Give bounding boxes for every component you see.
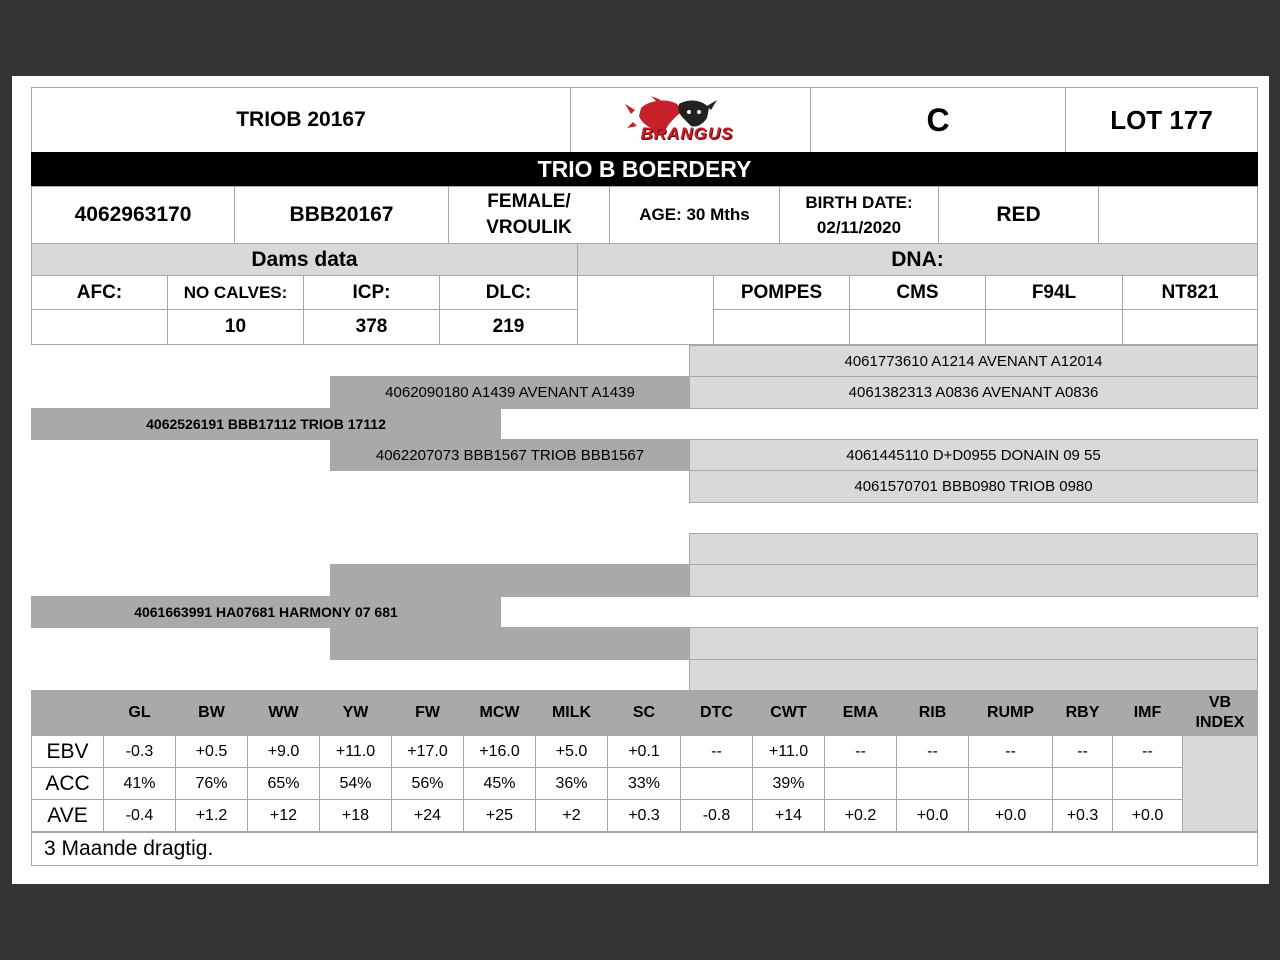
logo-cell	[570, 87, 811, 153]
pedigree-text: 4061773610 A1214 AVENANT A12014	[844, 353, 1103, 370]
dna-title: DNA:	[891, 247, 944, 271]
ebv-col-label: CWT	[770, 704, 807, 721]
dams-col-dlc	[439, 275, 578, 310]
ebv-col-label: DTC	[700, 704, 733, 721]
ebv-value-cell	[1052, 735, 1113, 768]
color-cell	[938, 186, 1099, 244]
ebv-col-header	[824, 690, 897, 736]
ebv-col-header	[463, 690, 536, 736]
ebv-value-cell	[896, 799, 969, 832]
dams-val-afc	[31, 309, 168, 345]
ebv-value-cell	[824, 735, 897, 768]
ebv-value: +0.2	[844, 806, 877, 824]
pedigree-sire-dam-sire	[689, 439, 1258, 471]
ebv-value: 54%	[339, 774, 372, 792]
ebv-index-value	[1182, 735, 1258, 832]
ebv-value: +11.0	[335, 742, 376, 760]
ebv-value: +0.0	[916, 806, 949, 824]
pedigree-text: 4061445110 D+D0955 DONAIN 09 55	[846, 446, 1101, 464]
note: 3 Maande dragtig.	[44, 837, 214, 860]
ebv-value-cell	[680, 799, 753, 832]
ebv-col-header	[247, 690, 320, 736]
breeder-banner	[31, 152, 1258, 186]
ebv-value-cell	[319, 767, 392, 800]
ebv-col-label: GL	[128, 704, 151, 721]
dams-col-calves	[167, 275, 304, 310]
ebv-col-header	[607, 690, 681, 736]
ebv-value-cell	[247, 799, 320, 832]
ebv-col-header	[391, 690, 464, 736]
pedigree-dam-dam-dam	[689, 659, 1258, 691]
ebv-col-header	[1052, 690, 1113, 736]
ebv-index-header	[1182, 690, 1258, 736]
color: RED	[996, 203, 1041, 226]
pedigree-sire-sire-dam	[689, 376, 1258, 409]
ebv-value: +0.3	[628, 806, 660, 824]
dams-val-calves	[167, 309, 304, 345]
dams-col-label: AFC:	[76, 281, 123, 303]
ebv-col-header	[680, 690, 753, 736]
ebv-col-label: MCW	[479, 704, 520, 721]
dna-val-cms	[849, 309, 986, 345]
ebv-value-cell	[175, 767, 248, 800]
ebv-col-label: BW	[198, 704, 225, 721]
ebv-value: 33%	[627, 774, 661, 792]
ebv-value-cell	[391, 767, 464, 800]
ebv-value: +24	[413, 806, 442, 824]
dams-title: Dams data	[251, 247, 358, 271]
ebv-value-cell	[896, 735, 969, 768]
herd-code: BBB20167	[289, 203, 394, 226]
ebv-col-label: MILK	[551, 704, 592, 721]
row-label: ACC	[45, 771, 90, 795]
dna-val-nt821	[1122, 309, 1258, 345]
dams-value: 378	[355, 316, 388, 337]
ebv-value: +16.0	[479, 742, 520, 760]
row-label: AVE	[47, 803, 88, 827]
herd-code-cell	[234, 186, 449, 244]
ebv-row-label	[31, 767, 104, 800]
lot-number: LOT 177	[1110, 104, 1213, 135]
dams-col-label: NO CALVES:	[183, 282, 288, 302]
ebv-col-header	[968, 690, 1053, 736]
ebv-value: +5.0	[555, 742, 588, 760]
ebv-value-cell	[752, 799, 825, 832]
ebv-value-cell	[824, 767, 897, 800]
ebv-value-cell	[896, 767, 969, 800]
pedigree-dam-sire-sire	[689, 533, 1258, 566]
dams-col-afc	[31, 275, 168, 310]
dams-value: 10	[224, 316, 247, 337]
ebv-value-cell	[319, 799, 392, 832]
ebv-col-label: RUMP	[986, 704, 1035, 721]
ebv-value-cell	[391, 799, 464, 832]
ebv-value: +0.5	[195, 742, 228, 760]
ebv-value: -0.8	[702, 806, 731, 824]
dna-col-nt821	[1122, 275, 1258, 310]
brangus-logo-icon	[611, 94, 771, 146]
logo-text: BRANGUS	[640, 124, 734, 143]
ebv-value-cell	[175, 735, 248, 768]
pedigree-text: 4061663991 HA07681 HARMONY 07 681	[134, 604, 398, 620]
dams-val-icp	[303, 309, 440, 345]
dams-col-label: DLC:	[485, 281, 532, 303]
ebv-col-header	[896, 690, 969, 736]
ebv-col-label: RIB	[918, 704, 947, 721]
sex-af: VROULIK	[486, 217, 572, 238]
ebv-value: +0.3	[1066, 806, 1099, 824]
dams-col-label: ICP:	[352, 281, 391, 303]
ebv-value-cell	[1112, 799, 1183, 832]
pedigree-dam	[31, 596, 501, 628]
ebv-value: --	[855, 742, 866, 760]
pedigree-sire-dam	[330, 439, 690, 471]
ebv-value-cell	[752, 767, 825, 800]
ebv-row-label	[31, 799, 104, 832]
ebv-value-cell	[1112, 735, 1183, 768]
dna-col-label: CMS	[896, 281, 939, 303]
pedigree-text: 4062207073 BBB1567 TRIOB BBB1567	[375, 446, 645, 464]
ebv-value: 39%	[772, 774, 805, 792]
dna-col-cms	[849, 275, 986, 310]
ebv-value: --	[711, 742, 722, 760]
ebv-value-cell	[247, 767, 320, 800]
ebv-col-header	[752, 690, 825, 736]
id-number: 4062963170	[74, 203, 192, 226]
dna-col-f94l	[985, 275, 1123, 310]
ebv-value: --	[1077, 742, 1088, 760]
ebv-value-cell	[247, 735, 320, 768]
ebv-value: +1.2	[195, 806, 228, 824]
pedigree-text: 4061382313 A0836 AVENANT A0836	[848, 384, 1099, 401]
pedigree-dam-sire	[330, 564, 690, 597]
grade: C	[926, 101, 950, 138]
pedigree-text: 4061570701 BBB0980 TRIOB 0980	[854, 478, 1093, 495]
ebv-value: 76%	[195, 774, 228, 792]
ebv-value-cell	[607, 799, 681, 832]
ebv-value-cell	[391, 735, 464, 768]
ebv-value-cell	[103, 735, 176, 768]
sex-en: FEMALE/	[487, 191, 571, 212]
ebv-value-cell	[968, 735, 1053, 768]
ebv-value: +0.0	[1131, 806, 1164, 824]
ebv-value-cell	[607, 767, 681, 800]
ebv-value-cell	[103, 799, 176, 832]
ebv-value: --	[1005, 742, 1016, 760]
ebv-col-label: RBY	[1065, 704, 1100, 721]
pedigree-dam-sire-dam	[689, 564, 1258, 597]
sex-cell	[448, 186, 610, 244]
ebv-value: 56%	[411, 774, 444, 792]
lot-cell	[1065, 87, 1258, 153]
dna-blank-cell	[577, 275, 714, 345]
ebv-value-cell	[1052, 799, 1113, 832]
ebv-value-cell	[968, 767, 1053, 800]
ebv-col-header	[535, 690, 608, 736]
ebv-value-cell	[752, 735, 825, 768]
grade-cell	[810, 87, 1066, 153]
pedigree-sire-sire-sire	[689, 345, 1258, 378]
ebv-value-cell	[535, 767, 608, 800]
index-label: INDEX	[1195, 714, 1245, 731]
ebv-col-label: EMA	[842, 704, 879, 721]
ebv-header-corner	[31, 690, 104, 736]
ebv-value: 41%	[123, 774, 156, 792]
ebv-col-label: SC	[632, 704, 656, 721]
birth-date: 02/11/2020	[816, 218, 902, 237]
animal-name: TRIOB 20167	[236, 108, 366, 131]
ebv-value: --	[1142, 742, 1153, 760]
ebv-value-cell	[968, 799, 1053, 832]
id-number-cell	[31, 186, 235, 244]
ebv-col-header	[175, 690, 248, 736]
ebv-value: +11.0	[768, 742, 809, 760]
breeder-name: TRIO B BOERDERY	[537, 155, 752, 182]
ebv-value-cell	[1112, 767, 1183, 800]
dna-col-label: POMPES	[740, 281, 823, 303]
index-label: VB	[1208, 694, 1232, 711]
ebv-col-label: WW	[268, 704, 299, 721]
ebv-value-cell	[319, 735, 392, 768]
ebv-col-label: IMF	[1133, 704, 1162, 721]
ebv-value: +2	[562, 806, 581, 824]
pedigree-dam-dam	[330, 627, 690, 660]
ebv-value: -0.4	[125, 806, 154, 824]
ebv-value-cell	[680, 735, 753, 768]
ebv-value: +18	[341, 806, 370, 824]
ebv-value: --	[927, 742, 938, 760]
extra-cell	[1098, 186, 1258, 244]
ebv-value: +0.1	[628, 742, 660, 760]
ebv-col-header	[319, 690, 392, 736]
ebv-value: +17.0	[407, 742, 448, 760]
ebv-value-cell	[1052, 767, 1113, 800]
ebv-value-cell	[535, 799, 608, 832]
dna-col-label: F94L	[1031, 281, 1077, 303]
ebv-value: 45%	[483, 774, 516, 792]
animal-name-cell	[31, 87, 571, 153]
pedigree-sire-dam-dam	[689, 470, 1258, 503]
pedigree-sire	[31, 408, 501, 440]
ebv-col-header	[1112, 690, 1183, 736]
ebv-value-cell	[463, 767, 536, 800]
ebv-value-cell	[535, 735, 608, 768]
ebv-value: +9.0	[267, 742, 300, 760]
dna-col-label: NT821	[1161, 281, 1219, 303]
age-cell	[609, 186, 780, 244]
ebv-value-cell	[463, 799, 536, 832]
ebv-value: +0.0	[994, 806, 1027, 824]
ebv-value: +25	[485, 806, 514, 824]
pedigree-dam-dam-sire	[689, 627, 1258, 660]
ebv-value-cell	[680, 767, 753, 800]
ebv-row-label	[31, 735, 104, 768]
ebv-col-label: YW	[342, 704, 369, 721]
dna-val-f94l	[985, 309, 1123, 345]
ebv-value-cell	[607, 735, 681, 768]
age: AGE: 30 Mths	[639, 205, 750, 224]
pedigree-text: 4062526191 BBB17112 TRIOB 17112	[146, 416, 386, 432]
row-label: EBV	[46, 739, 89, 763]
ebv-value-cell	[824, 799, 897, 832]
dna-col-pompes	[713, 275, 850, 310]
ebv-value: +14	[774, 806, 803, 824]
ebv-value: 65%	[267, 774, 300, 792]
birth-date-cell	[779, 186, 939, 244]
dna-val-pompes	[713, 309, 850, 345]
ebv-value: 36%	[555, 774, 588, 792]
dams-val-dlc	[439, 309, 578, 345]
note-cell	[31, 832, 1258, 866]
dams-col-icp	[303, 275, 440, 310]
ebv-value: -0.3	[125, 742, 154, 760]
ebv-col-header	[103, 690, 176, 736]
dams-value: 219	[492, 316, 525, 337]
dams-header	[31, 243, 578, 276]
birth-date-label: BIRTH DATE:	[805, 193, 913, 212]
ebv-value-cell	[175, 799, 248, 832]
pedigree-text: 4062090180 A1439 AVENANT A1439	[385, 384, 635, 401]
ebv-value: +12	[269, 806, 298, 824]
sale-card	[12, 76, 1269, 884]
ebv-value-cell	[463, 735, 536, 768]
ebv-col-label: FW	[415, 704, 440, 721]
pedigree-sire-sire	[330, 376, 690, 409]
ebv-value-cell	[103, 767, 176, 800]
dna-header	[577, 243, 1258, 276]
